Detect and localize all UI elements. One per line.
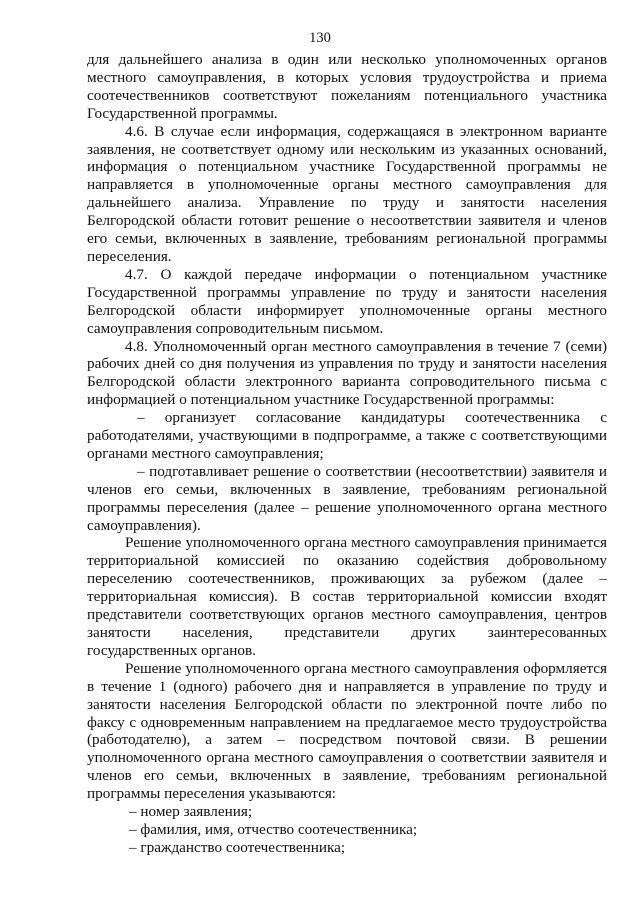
list-item-application-number: – номер заявления; [129,803,253,821]
paragraph-4-8: 4.8. Уполномоченный орган местного самоуправления в течение 7 (семи) рабочих дней со дня получения из управления по труду и занятости населения Белгородской области электронного варианта сопроводительного письма с информацией о потенциальном участнике Государственной программы: [87,337,607,409]
list-item-full-name: – фамилия, имя, отчество соотечественника; [129,820,418,838]
paragraph-dash-organize: – организует согласование кандидатуры соотечественника с работодателями, участвующими в подпрограмме, а также с соответствующими органами местного самоуправления; [87,409,607,462]
document-body [87,51,607,857]
paragraph-decision-formalization: Решение уполномоченного органа местного самоуправления оформляется в течение 1 (одного) рабочего дня и направляется в управление по труду и занятости населения Белгородской области по электронной почте либо по факсу с одновременным направлением на предлагаемое место трудоустройства (работодателю), а затем – посредством почтовой связи. В решении уполномоченного органа местного самоуправления о соответствии заявителя и членов его семьи, включенных в заявление, требованиям региональной программы переселения указываются: [87,659,607,803]
paragraph-decision-commission: Решение уполномоченного органа местного самоуправления принимается территориальной комиссией по оказанию содействия добровольному переселению соотечественников, проживающих за рубежом (далее – территориальная комиссия). В состав территориальной комиссии входят представители соответствующих органов местного самоуправления, центров занятости населения, представители других заинтересованных государственных органов. [87,534,607,659]
page-number: 130 [309,30,331,46]
list-item-citizenship: – гражданство соотечественника; [129,838,346,856]
paragraph-4-6: 4.6. В случае если информация, содержащаяся в электронном варианте заявления, не соответствует одному или нескольким из указанных оснований, информация о потенциальном участнике Государственной программы не направляется в уполномоченные органы местного самоуправления для дальнейшего анализа. Управление по труду и занятости населения Белгородской области готовит решение о несоответствии заявителя и членов его семьи, включенных в заявление, требованиям региональной программы переселения. [87,122,607,265]
paragraph-continuation: для дальнейшего анализа в один или несколько уполномоченных органов местного самоуправления, в которых условия трудоустройства и приема соотечественников соответствуют пожеланиям потенциального участника Государственной программы. [87,51,607,122]
paragraph-4-7: 4.7. О каждой передаче информации о потенциальном участнике Государственной программы управление по труду и занятости населения Белгородской области информирует уполномоченные органы местного самоуправления сопроводительным письмом. [87,265,607,337]
paragraph-dash-prepare: – подготавливает решение о соответствии (несоответствии) заявителя и членов его семьи, включенных в заявление, требованиям региональной программы переселения (далее – решение уполномоченного органа местного самоуправления). [87,462,607,534]
